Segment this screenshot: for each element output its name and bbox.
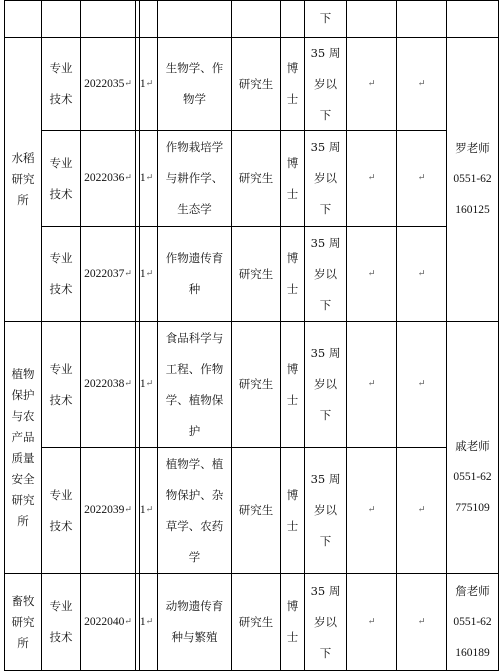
major-line: 作物遗传育 bbox=[165, 251, 224, 265]
position-code-cell bbox=[81, 38, 135, 130]
position-type-stack bbox=[50, 480, 73, 542]
contact-phone: 0551-62 bbox=[453, 471, 492, 483]
headcount: 1 bbox=[139, 172, 146, 184]
position-type-cell bbox=[42, 38, 80, 130]
education-cell bbox=[232, 322, 280, 447]
paragraph-mark: ↵ bbox=[124, 173, 132, 183]
age-line: 下 bbox=[319, 408, 332, 422]
paragraph-mark: ↵ bbox=[417, 616, 426, 627]
major-cell bbox=[158, 574, 231, 670]
degree-line: 博 bbox=[286, 251, 299, 265]
education-cell bbox=[232, 38, 280, 130]
major-line: 物保护、杂 bbox=[165, 487, 224, 502]
position-type-line: 专业 bbox=[49, 155, 73, 170]
degree-line: 博 bbox=[286, 487, 299, 502]
age-stack bbox=[311, 338, 341, 431]
position-type-line: 专业 bbox=[49, 251, 73, 265]
institute-cell bbox=[5, 38, 41, 321]
position-type-line: 技术 bbox=[49, 630, 73, 644]
major-line: 食品科学与 bbox=[165, 330, 224, 345]
age-line: 岁以 bbox=[313, 76, 337, 91]
age-cell bbox=[305, 448, 346, 573]
age-stack bbox=[311, 132, 341, 225]
degree-stack bbox=[287, 354, 299, 416]
major-line: 学 bbox=[188, 549, 201, 564]
contact-phone: 0551-62 bbox=[453, 173, 492, 185]
age-stack bbox=[311, 464, 341, 557]
major-line: 作物栽培学 bbox=[165, 140, 224, 154]
empty-cell bbox=[347, 322, 396, 447]
position-type-line: 专业 bbox=[49, 599, 73, 613]
paragraph-mark: ↵ bbox=[145, 173, 154, 183]
contact-phone: 160125 bbox=[455, 204, 490, 216]
age-line: 35 周 bbox=[310, 583, 341, 598]
age-line: 岁以 bbox=[313, 614, 337, 629]
age-line: 岁以 bbox=[313, 377, 337, 391]
paragraph-mark: ↵ bbox=[367, 505, 376, 515]
education: 研究生 bbox=[238, 614, 274, 629]
position-code: 2022040 bbox=[84, 615, 125, 628]
paragraph-mark: ↵ bbox=[124, 616, 132, 627]
institute-name: 植物保护与农产品质量安全研究所 bbox=[11, 366, 35, 528]
age-line: 35 周 bbox=[310, 140, 341, 154]
empty-cell bbox=[347, 38, 396, 130]
position-type-line: 专业 bbox=[49, 61, 73, 75]
age-cell bbox=[305, 227, 346, 321]
paragraph-mark: ↵ bbox=[145, 268, 154, 279]
position-code: 2022039 bbox=[84, 504, 125, 516]
major-line: 物学 bbox=[183, 92, 206, 106]
contact-name: 詹老师 bbox=[455, 583, 490, 598]
age-stack bbox=[311, 576, 341, 669]
position-type-cell bbox=[42, 448, 80, 573]
paragraph-mark: ↵ bbox=[417, 268, 426, 279]
major-stack bbox=[166, 243, 224, 305]
institute-cell bbox=[5, 322, 41, 573]
paragraph-mark: ↵ bbox=[417, 78, 426, 89]
major-line: 植物学、植 bbox=[165, 456, 224, 471]
position-type-line: 技术 bbox=[49, 392, 73, 407]
empty-cell bbox=[397, 131, 446, 226]
education: 研究生 bbox=[238, 503, 274, 517]
age-cell bbox=[305, 38, 346, 130]
major-cell bbox=[158, 131, 231, 226]
major-line: 种 bbox=[188, 282, 201, 296]
degree-stack bbox=[287, 591, 299, 653]
age-line: 下 bbox=[319, 202, 332, 216]
education: 研究生 bbox=[238, 266, 274, 281]
major-cell bbox=[158, 448, 231, 573]
position-type-cell bbox=[42, 131, 80, 226]
major-cell bbox=[158, 322, 231, 447]
position-type-line: 技术 bbox=[49, 518, 73, 533]
age-line: 下 bbox=[319, 297, 332, 312]
age-line: 35 周 bbox=[310, 346, 341, 360]
education-cell bbox=[232, 227, 280, 321]
position-code: 2022035 bbox=[84, 77, 125, 90]
major-cell bbox=[158, 227, 231, 321]
position-code-cell bbox=[81, 227, 135, 321]
position-type-line: 技术 bbox=[49, 186, 73, 201]
major-line: 学、植物保 bbox=[165, 392, 224, 407]
major-line: 工程、作物 bbox=[165, 361, 224, 376]
empty-cell bbox=[397, 38, 446, 130]
major-stack bbox=[166, 449, 224, 573]
major-stack bbox=[166, 591, 224, 653]
paragraph-mark: ↵ bbox=[367, 78, 376, 89]
major-stack bbox=[166, 132, 224, 225]
major-line: 生态学 bbox=[177, 202, 212, 216]
degree-cell bbox=[281, 38, 304, 130]
paragraph-mark: ↵ bbox=[145, 616, 154, 627]
position-type-stack bbox=[50, 148, 73, 210]
education-cell bbox=[232, 131, 280, 226]
degree-line: 博 bbox=[286, 599, 299, 613]
institute-name: 畜牧研究所 bbox=[11, 593, 35, 650]
empty-cell bbox=[347, 574, 396, 670]
position-type-cell bbox=[42, 574, 80, 670]
headcount-cell bbox=[136, 227, 157, 321]
paragraph-mark: ↵ bbox=[145, 505, 154, 515]
position-type-line: 技术 bbox=[49, 92, 73, 106]
major-line: 生物学、作 bbox=[165, 61, 224, 75]
education: 研究生 bbox=[238, 76, 274, 91]
paragraph-mark: ↵ bbox=[124, 505, 132, 515]
position-type-stack bbox=[50, 354, 73, 416]
headcount: 1 bbox=[139, 267, 146, 280]
age-stack bbox=[311, 38, 341, 131]
headcount-cell bbox=[136, 322, 157, 447]
major-stack bbox=[166, 323, 224, 447]
age-line: 35 周 bbox=[310, 472, 341, 486]
degree-cell bbox=[281, 227, 304, 321]
degree-line: 士 bbox=[286, 392, 299, 407]
age-cell bbox=[305, 322, 346, 447]
degree-line: 士 bbox=[286, 518, 299, 533]
contact-phone: 775109 bbox=[455, 502, 490, 514]
position-type-line: 专业 bbox=[49, 361, 73, 376]
position-code-cell bbox=[81, 322, 135, 447]
degree-line: 博 bbox=[286, 61, 299, 75]
headcount-cell bbox=[136, 448, 157, 573]
contact-phone: 0551-62 bbox=[453, 615, 492, 628]
contact-cell bbox=[447, 322, 498, 573]
position-type-cell bbox=[42, 227, 80, 321]
empty-cell bbox=[397, 448, 446, 573]
major-line: 与耕作学、 bbox=[165, 171, 224, 185]
age-line: 岁以 bbox=[313, 503, 337, 517]
empty-cell bbox=[397, 227, 446, 321]
major-stack bbox=[166, 53, 224, 115]
major-line: 草学、农药 bbox=[165, 518, 224, 533]
age-stack bbox=[311, 228, 341, 321]
institute-cell bbox=[5, 574, 41, 670]
paragraph-mark: ↵ bbox=[367, 173, 376, 183]
major-cell bbox=[158, 38, 231, 130]
degree-line: 士 bbox=[286, 186, 299, 201]
degree-cell bbox=[281, 574, 304, 670]
top-age-text: 下 bbox=[319, 11, 332, 25]
position-type-stack bbox=[50, 591, 73, 653]
major-line: 动物遗传育 bbox=[165, 599, 224, 613]
major-line: 种与繁殖 bbox=[171, 630, 218, 644]
empty-cell bbox=[397, 574, 446, 670]
position-type-stack bbox=[50, 243, 73, 305]
position-code: 2022037 bbox=[84, 267, 125, 280]
position-code-cell bbox=[81, 131, 135, 226]
degree-stack bbox=[287, 243, 299, 305]
headcount: 1 bbox=[139, 615, 146, 628]
education: 研究生 bbox=[238, 377, 274, 391]
degree-line: 士 bbox=[286, 92, 299, 106]
headcount: 1 bbox=[139, 378, 146, 390]
paragraph-mark: ↵ bbox=[367, 268, 376, 279]
headcount-cell bbox=[136, 574, 157, 670]
paragraph-mark: ↵ bbox=[145, 78, 154, 89]
headcount-cell bbox=[136, 38, 157, 130]
degree-stack bbox=[287, 53, 299, 115]
empty-cell bbox=[347, 448, 396, 573]
position-code: 2022038 bbox=[84, 378, 125, 390]
institute-name: 水稻研究所 bbox=[11, 151, 35, 207]
contact-name: 戚老师 bbox=[455, 439, 490, 453]
age-line: 岁以 bbox=[313, 266, 337, 281]
contact-name: 罗老师 bbox=[455, 141, 490, 155]
position-type-stack bbox=[50, 53, 73, 115]
education-cell bbox=[232, 448, 280, 573]
paragraph-mark: ↵ bbox=[124, 78, 132, 89]
contact-cell bbox=[447, 574, 498, 670]
paragraph-mark: ↵ bbox=[417, 379, 426, 389]
education: 研究生 bbox=[238, 171, 274, 185]
age-cell bbox=[305, 574, 346, 670]
degree-line: 士 bbox=[286, 282, 299, 296]
degree-line: 博 bbox=[286, 361, 299, 376]
position-type-line: 专业 bbox=[49, 487, 73, 502]
headcount-cell bbox=[136, 131, 157, 226]
headcount: 1 bbox=[139, 504, 146, 516]
paragraph-mark: ↵ bbox=[417, 505, 426, 515]
position-code: 2022036 bbox=[84, 172, 125, 184]
age-line: 岁以 bbox=[313, 171, 337, 185]
empty-cell bbox=[397, 322, 446, 447]
paragraph-mark: ↵ bbox=[417, 173, 426, 183]
paragraph-mark: ↵ bbox=[367, 379, 376, 389]
degree-cell bbox=[281, 322, 304, 447]
empty-cell bbox=[347, 227, 396, 321]
degree-line: 博 bbox=[286, 155, 299, 170]
paragraph-mark: ↵ bbox=[367, 616, 376, 627]
paragraph-mark: ↵ bbox=[124, 268, 132, 279]
position-code-cell bbox=[81, 448, 135, 573]
empty-cell bbox=[347, 131, 396, 226]
major-line: 护 bbox=[188, 423, 201, 438]
position-type-line: 技术 bbox=[49, 282, 73, 296]
position-type-cell bbox=[42, 322, 80, 447]
age-line: 下 bbox=[319, 534, 332, 548]
education-cell bbox=[232, 574, 280, 670]
degree-cell bbox=[281, 448, 304, 573]
age-line: 35 周 bbox=[310, 45, 341, 60]
contact-cell bbox=[447, 38, 498, 321]
age-line: 下 bbox=[319, 645, 332, 660]
age-cell bbox=[305, 131, 346, 226]
degree-stack bbox=[287, 480, 299, 542]
top-age-cell bbox=[305, 0, 346, 37]
contact-phone: 160189 bbox=[455, 646, 490, 659]
age-line: 下 bbox=[319, 107, 332, 122]
headcount: 1 bbox=[139, 77, 146, 90]
degree-line: 士 bbox=[286, 630, 299, 644]
paragraph-mark: ↵ bbox=[145, 379, 154, 389]
position-code-cell bbox=[81, 574, 135, 670]
paragraph-mark: ↵ bbox=[124, 379, 132, 389]
degree-cell bbox=[281, 131, 304, 226]
degree-stack bbox=[287, 148, 299, 210]
age-line: 35 周 bbox=[310, 235, 341, 250]
